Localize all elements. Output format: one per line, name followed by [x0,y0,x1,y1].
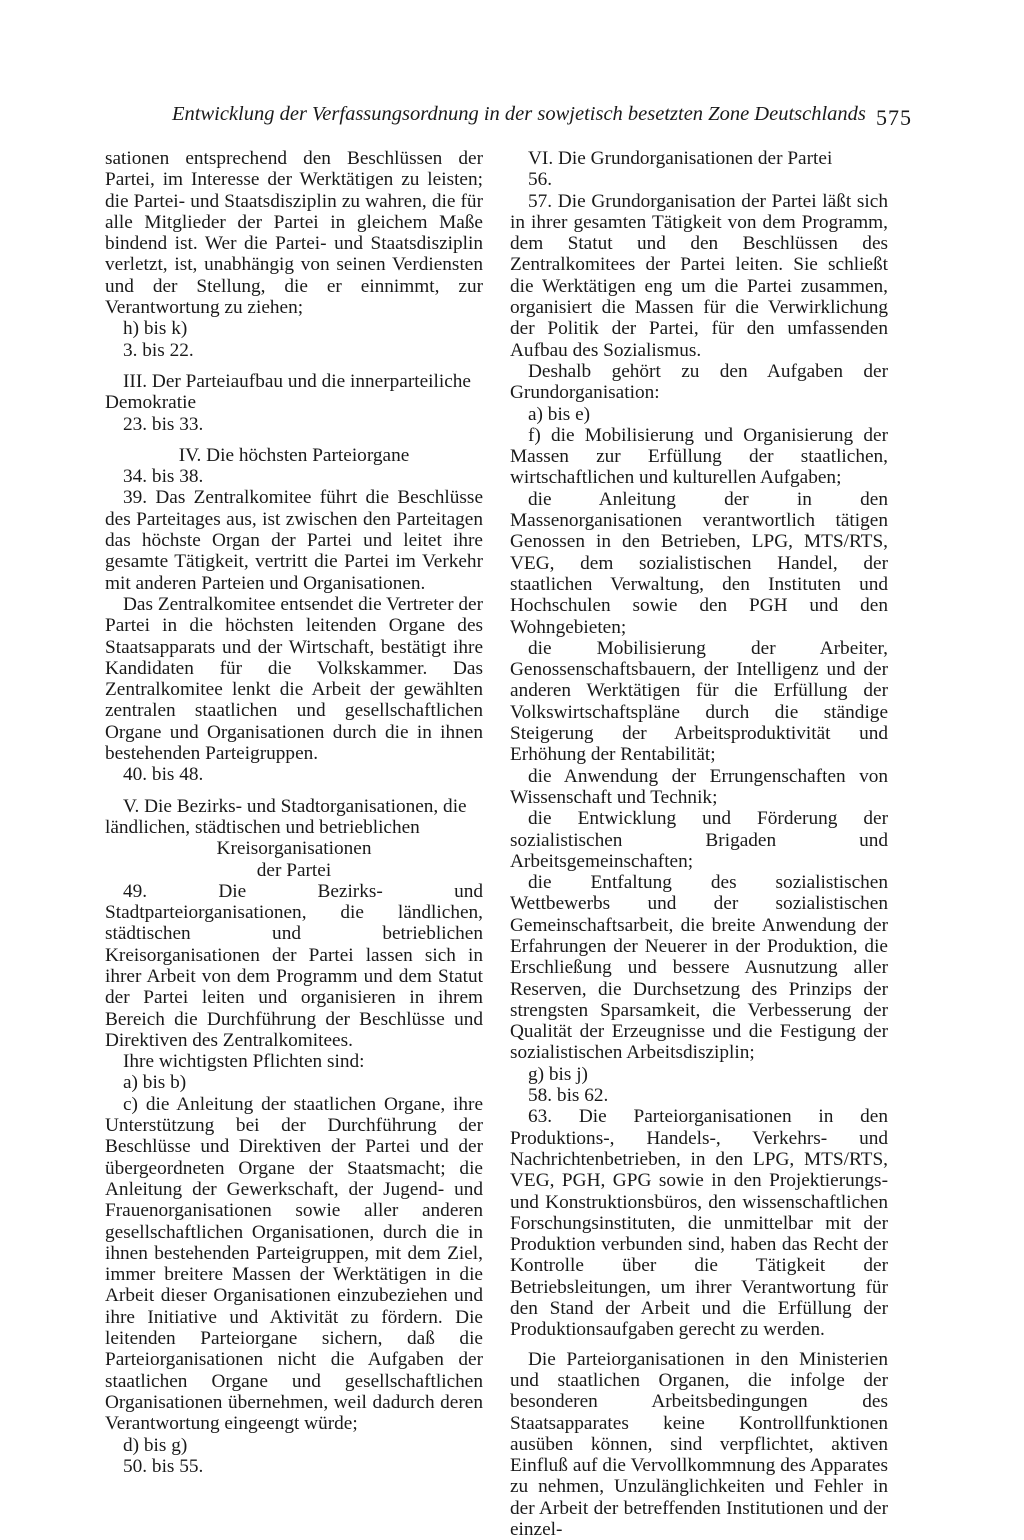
paragraph: die Mobilisierung der Arbeiter, Genossenschaftsbauern, der Intelligenz und der anderen Werktätigen für die Erfüllung der Volkswirtschaftspläne durch die ständige Steigerung der Arbeitsproduktivität und Erhöhung der Rentabilität; [510,637,888,766]
paragraph: Die Parteiorganisationen in den Ministerien und staatlichen Organen, die infolge der besonderen Arbeitsbedingungen des Staatsapparates keine Kontrollfunktionen ausüben können, sind verpflichtet, aktiven Einfluß auf die Vervollkommnung des Apparates zu nehmen, Unzulänglichkeiten und Fehler in der Arbeit der betreffenden Institutionen und der einzel- [510,1348,888,1540]
paragraph: die Entfaltung des sozialistischen Wettbewerbs und der sozialistischen Gemeinschaftsarbeit, die breite Anwendung der Erfahrungen der Neuerer in der Produktion, die Erschließung und bessere Ausnutzung aller Reserven, die Durchsetzung des Prinzips der strengsten Sparsamkeit, die Verbesserung der Qualität der Erzeugnisse und die Festigung der sozialistischen Arbeitsdisziplin; [510,872,888,1064]
paragraph: 39. Das Zentralkomitee führt die Beschlüsse des Parteitages aus, ist zwischen den Parteitagen das höchste Organ der Partei und leitet ihre gesamte Tätigkeit, vertritt die Partei im Verkehr mit anderen Parteien und Organisationen. [105,487,483,594]
paragraph: 57. Die Grundorganisation der Partei läßt sich in ihrer gesamten Tätigkeit von dem Programm, dem Statut und den Beschlüssen des Zentralkomitees der Partei leiten. Sie schließt die Werktätigen eng um die Partei zusammen, organisiert die Massen für die Verwirklichung der Politik der Partei, für den umfassenden Aufbau des Sozialismus. [510,190,888,361]
paragraph: die Entwicklung und Förderung der sozialistischen Brigaden und Arbeitsgemeinschaften; [510,808,888,872]
page-number: 575 [876,105,912,130]
list-item: d) bis g) [123,1434,188,1456]
paragraph: die Anleitung der in den Massenorganisationen verantwortlich tätigen Genossen in den Betrieben, LPG, MTS/RTS, VEG, dem sozialistischen Handel, der staatlichen Verwaltung, den Instituten und Hochschulen sowie den PGH und den Wohngebieten; [510,488,888,638]
list-item: a) bis b) [123,1072,187,1094]
section-range: 56. [528,169,553,191]
section-heading: IV. Die höchsten Parteiorgane [178,444,410,466]
left-column [105,148,483,1477]
section-range: 3. bis 22. [123,339,194,361]
section-heading-line: Kreisorganisationen [216,838,372,860]
section-range: 40. bis 48. [123,764,204,786]
list-item: g) bis j) [528,1063,588,1085]
section-range: 58. bis 62. [528,1085,609,1107]
section-range: 34. bis 38. [123,466,204,488]
paragraph: sationen entsprechend den Beschlüssen der Partei, im Interesse der Werktätigen zu leisten; die Partei- und Staatsdisziplin zu wahren, die für alle Mitglieder der Partei in gleichem Maße bindend ist. Wer die Partei- und Staatsdisziplin verletzt, ist, unabhängig von seinen Verdiensten und der Stellung, die er einnimmt, zur Verantwortung zu ziehen; [105,148,483,319]
paragraph: c) die Anleitung der staatlichen Organe, ihre Unterstützung bei der Durchführung der Beschlüsse und Direktiven der Partei und der übergeordneten Organe der Staatsmacht; die Anleitung der Gewerkschaft, der Jugend- und Frauenorganisationen sowie aller anderen gesellschaftlichen Organisationen, durch die in ihnen bestehenden Parteigruppen, mit dem Ziel, immer breitere Massen der Werktätigen in die Arbeit dieser Organisationen einzubeziehen und ihre Initiative und Aktivität zu fördern. Die leitenden Parteiorgane sichern, daß die Parteiorganisationen nicht die Aufgaben der staatlichen Organe und gesellschaftlichen Organisationen übernehmen, weil dadurch deren Verantwortung eingeengt würde; [105,1093,483,1435]
paragraph: Ihre wichtigsten Pflichten sind: [123,1051,365,1073]
list-item: h) bis k) [123,318,188,340]
section-heading: III. Der Parteiaufbau und die innerparteiliche Demokratie [105,370,471,414]
paragraph: f) die Mobilisierung und Organisierung der Massen zur Erfüllung der staatlichen, wirtschaftlichen und kulturellen Aufgaben; [510,424,888,489]
list-item: a) bis e) [528,403,591,425]
section-heading: VI. Die Grundorganisationen der Partei [528,148,833,169]
paragraph: 49. Die Bezirks- und Stadtparteiorganisationen, die ländlichen, städtischen und betrieblichen Kreisorganisationen der Partei lassen sich in ihrer Arbeit von dem Programm und dem Statut der Partei leiten und organisieren in ihrem Bereich die Durchführung der Beschlüsse und Direktiven des Zentralkomitees. [105,880,483,1051]
paragraph: 63. Die Parteiorganisationen in den Produktions-, Handels-, Verkehrs- und Nachrichtenbetrieben, in den LPG, MTS/RTS, VEG, PGH, GPG sowie in den Projektierungs- und Konstruktionsbüros, den wissenschaftlichen Forschungsinstituten, die unmittelbar mit der Produktion verbunden sind, haben das Recht der Kontrolle über die Tätigkeit der Betriebsleitungen, um ihrer Verantwortung für den Stand der Arbeit und die Erfüllung der Produktionsaufgaben gerecht zu werden. [510,1106,888,1341]
right-column [510,148,888,1540]
running-header [172,103,912,135]
paragraph: Deshalb gehört zu den Aufgaben der Grundorganisation: [510,360,888,404]
section-heading: V. Die Bezirks- und Stadtorganisationen, die ländlichen, städtischen und betrieblichen [105,795,467,838]
section-range: 23. bis 33. [123,413,204,435]
paragraph: die Anwendung der Errungenschaften von Wissenschaft und Technik; [510,765,888,808]
running-title: Entwicklung der Verfassungsordnung in der sowjetisch besetzten Zone Deutschlands [172,103,866,125]
section-range: 50. bis 55. [123,1455,204,1477]
paragraph: Das Zentralkomitee entsendet die Vertreter der Partei in die höchsten leitenden Organe des Staatsapparats und der Wirtschaft, bestätigt ihre Kandidaten für die Volkskammer. Das Zentralkomitee lenkt die Arbeit der gewählten zentralen staatlichen und gesellschaftlichen Organe und Organisationen durch die in ihnen bestehenden Parteigruppen. [105,593,483,765]
section-heading-line: der Partei [256,859,332,881]
